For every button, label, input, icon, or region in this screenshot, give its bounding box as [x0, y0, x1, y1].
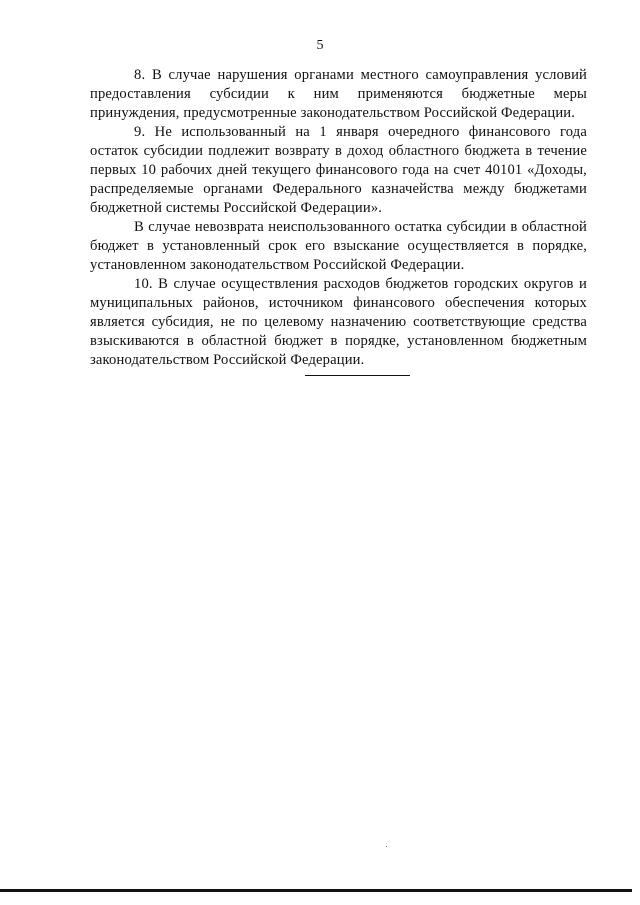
scan-bottom-edge: [0, 889, 632, 892]
page-number: 5: [316, 38, 324, 53]
paragraph-10: 10. В случае осуществления расходов бюджетов городских округов и муниципальных районов, источником финансового обеспечения которых является субсидия, не по целевому назначению соответствующие средства взыскиваются в областной бюджет в порядке, установленном бюджетным законодательством Российской Федерации.: [90, 276, 587, 368]
scan-speck: [386, 846, 387, 847]
paragraph-9-continuation: В случае невозврата неиспользованного остатка субсидии в областной бюджет в установленный срок его взыскание осуществляется в порядке, установленном законодательством Российской Федерации.: [90, 219, 587, 273]
paragraph-9: 9. Не использованный на 1 января очередного финансового года остаток субсидии подлежит возврату в доход областного бюджета в течение первых 10 рабочих дней текущего финансового года на счет 40101 «Доходы, распределяемые органами Федерального казначейства между бюджетами бюджетной системы Российской Федерации».: [90, 124, 587, 216]
end-separator-line: [305, 375, 410, 376]
document-body: [90, 66, 587, 370]
paragraph-8: 8. В случае нарушения органами местного самоуправления условий предоставления субсидии к ним применяются бюджетные меры принуждения, предусмотренные законодательством Российской Федерации.: [90, 67, 587, 121]
